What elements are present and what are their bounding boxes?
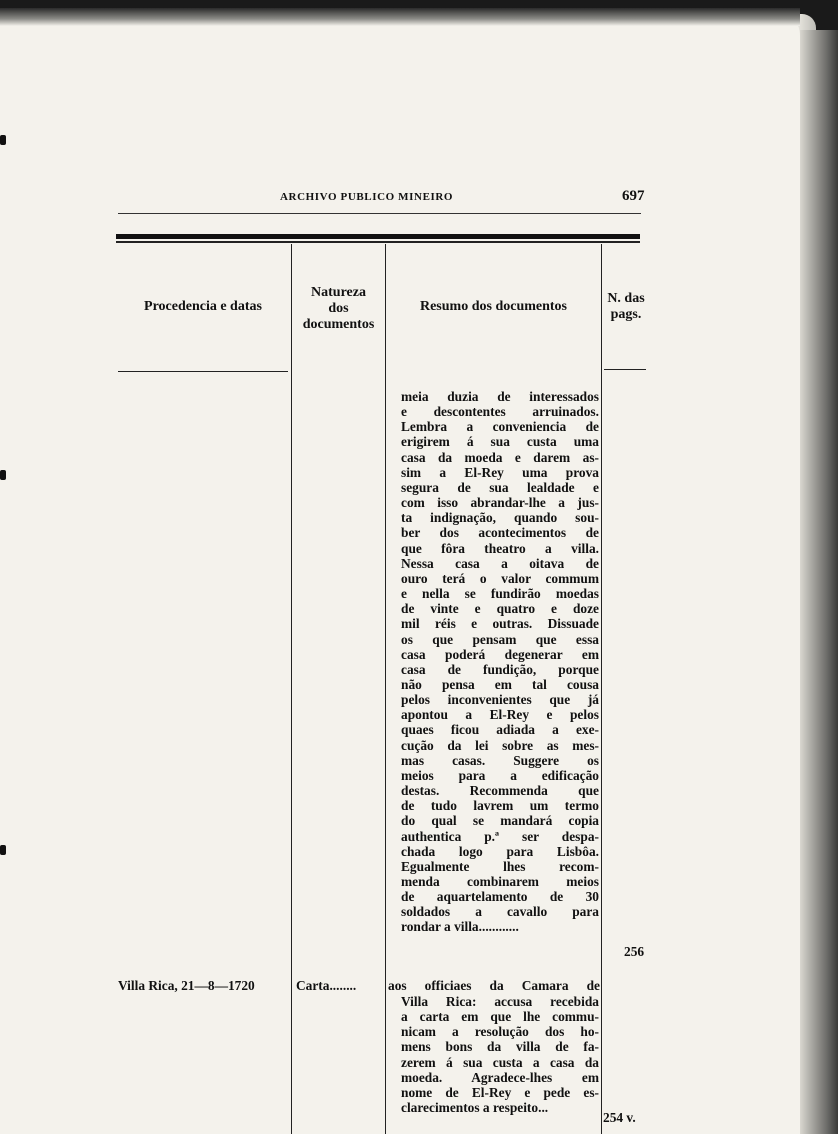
resumo-line: quaes ficou adiada a exe- bbox=[401, 722, 599, 738]
entry-2-procedencia: Villa Rica, 21—8—1720 bbox=[118, 978, 255, 993]
header-pags bbox=[602, 291, 650, 323]
header-bottom-rule bbox=[118, 371, 288, 372]
page-binding-shadow bbox=[800, 30, 838, 1134]
entry-2-natureza: Carta........ bbox=[296, 978, 357, 993]
resumo-line: soldados a cavallo para bbox=[401, 904, 599, 920]
resumo-line: authentica p.ª ser despa- bbox=[401, 828, 599, 844]
resumo-line: nome de El-Rey e pede es- bbox=[401, 1084, 599, 1100]
resumo-line: e descontentes arruinados. bbox=[401, 404, 599, 420]
table-top-rule bbox=[116, 234, 640, 239]
resumo-line: casa poderá degenerar em bbox=[401, 646, 599, 662]
resumo-line: de aquartelamento de 30 bbox=[401, 889, 599, 905]
resumo-line: não pensa em tal cousa bbox=[401, 676, 599, 692]
resumo-line: ouro terá o valor commum bbox=[401, 570, 599, 586]
resumo-line: destas. Recommenda que bbox=[401, 783, 599, 799]
resumo-line: menda combinarem meios bbox=[401, 874, 599, 889]
header-pags-line: N. das bbox=[607, 291, 645, 306]
column-divider bbox=[385, 244, 386, 1134]
resumo-line: Lembra a conveniencia de bbox=[401, 419, 599, 435]
entry-2-resumo-first-line: aos officiaes da Camara de bbox=[388, 978, 600, 993]
resumo-line: mens bons da villa de fa- bbox=[401, 1039, 599, 1055]
margin-mark bbox=[0, 845, 6, 855]
header-pags-line: pags. bbox=[610, 307, 642, 322]
running-head: ARCHIVO PUBLICO MINEIRO bbox=[280, 191, 454, 203]
column-divider bbox=[291, 244, 292, 1134]
resumo-line: segura de sua lealdade e bbox=[401, 479, 599, 495]
resumo-line: meia duzia de interessados bbox=[401, 389, 599, 404]
header-bottom-rule bbox=[604, 369, 646, 370]
margin-mark bbox=[0, 470, 6, 480]
header-resumo: Resumo dos documentos bbox=[419, 299, 567, 314]
resumo-line: rondar a villa............ bbox=[401, 919, 519, 935]
resumo-line: mas casas. Suggere os bbox=[401, 752, 599, 768]
entry-2-pags: 254 v. bbox=[603, 1110, 636, 1125]
resumo-line: cução da lei sobre as mes- bbox=[401, 737, 599, 753]
entry-2-resumo bbox=[401, 994, 599, 1115]
resumo-line: ber dos acontecimentos de bbox=[401, 525, 599, 541]
header-procedencia: Procedencia e datas bbox=[144, 299, 262, 314]
entry-1-resumo bbox=[401, 389, 599, 935]
resumo-line: erigirem á sua custa uma bbox=[401, 434, 599, 450]
header-natureza-line: documentos bbox=[302, 317, 375, 332]
resumo-line: apontou a El-Rey e pelos bbox=[401, 707, 599, 723]
resumo-line: que fôra theatro a villa. bbox=[401, 540, 599, 556]
resumo-line: zerem á sua custa a casa da bbox=[401, 1054, 599, 1070]
resumo-line: moeda. Agradece-lhes em bbox=[401, 1069, 599, 1085]
resumo-line: de tudo lavrem um termo bbox=[401, 798, 599, 814]
resumo-line: a carta em que lhe commu- bbox=[401, 1009, 599, 1025]
page-number: 697 bbox=[622, 188, 645, 204]
header-natureza bbox=[292, 285, 385, 333]
book-page bbox=[0, 8, 800, 1134]
resumo-line: pelos inconvenientes que já bbox=[401, 692, 599, 708]
table-top-rule bbox=[116, 241, 640, 243]
resumo-line: sim a El-Rey uma prova bbox=[401, 464, 599, 480]
resumo-line: do qual se mandará copia bbox=[401, 813, 599, 829]
resumo-line: clarecimentos a respeito... bbox=[401, 1100, 549, 1116]
resumo-line: mil réis e outras. Dissuade bbox=[401, 616, 599, 632]
resumo-line: ta indignação, quando sou- bbox=[401, 510, 599, 526]
header-natureza-line: Natureza bbox=[311, 285, 366, 300]
entry-1-pags: 256 bbox=[624, 944, 645, 959]
page-top-shadow bbox=[0, 8, 800, 26]
resumo-line: e nella se fundirão moedas bbox=[401, 586, 599, 602]
resumo-line: casa de fundição, porque bbox=[401, 661, 599, 677]
margin-mark bbox=[0, 135, 6, 145]
resumo-line: com isso abrandar-lhe a jus- bbox=[401, 495, 599, 511]
resumo-line: de vinte e quatro e doze bbox=[401, 601, 599, 617]
resumo-line: nicam a resolução dos ho- bbox=[401, 1024, 599, 1040]
resumo-line: Egualmente lhes recom- bbox=[401, 858, 599, 874]
header-natureza-line: dos bbox=[328, 301, 349, 316]
resumo-line: Nessa casa a oitava de bbox=[401, 555, 599, 571]
resumo-line: meios para a edificação bbox=[401, 767, 599, 783]
column-divider bbox=[601, 244, 602, 1134]
resumo-line: casa da moeda e darem as- bbox=[401, 449, 599, 465]
resumo-line: Villa Rica: accusa recebida bbox=[401, 994, 599, 1009]
resumo-line: chada logo para Lisbôa. bbox=[401, 843, 599, 859]
resumo-line: os que pensam que essa bbox=[401, 631, 599, 647]
header-rule bbox=[118, 213, 641, 214]
